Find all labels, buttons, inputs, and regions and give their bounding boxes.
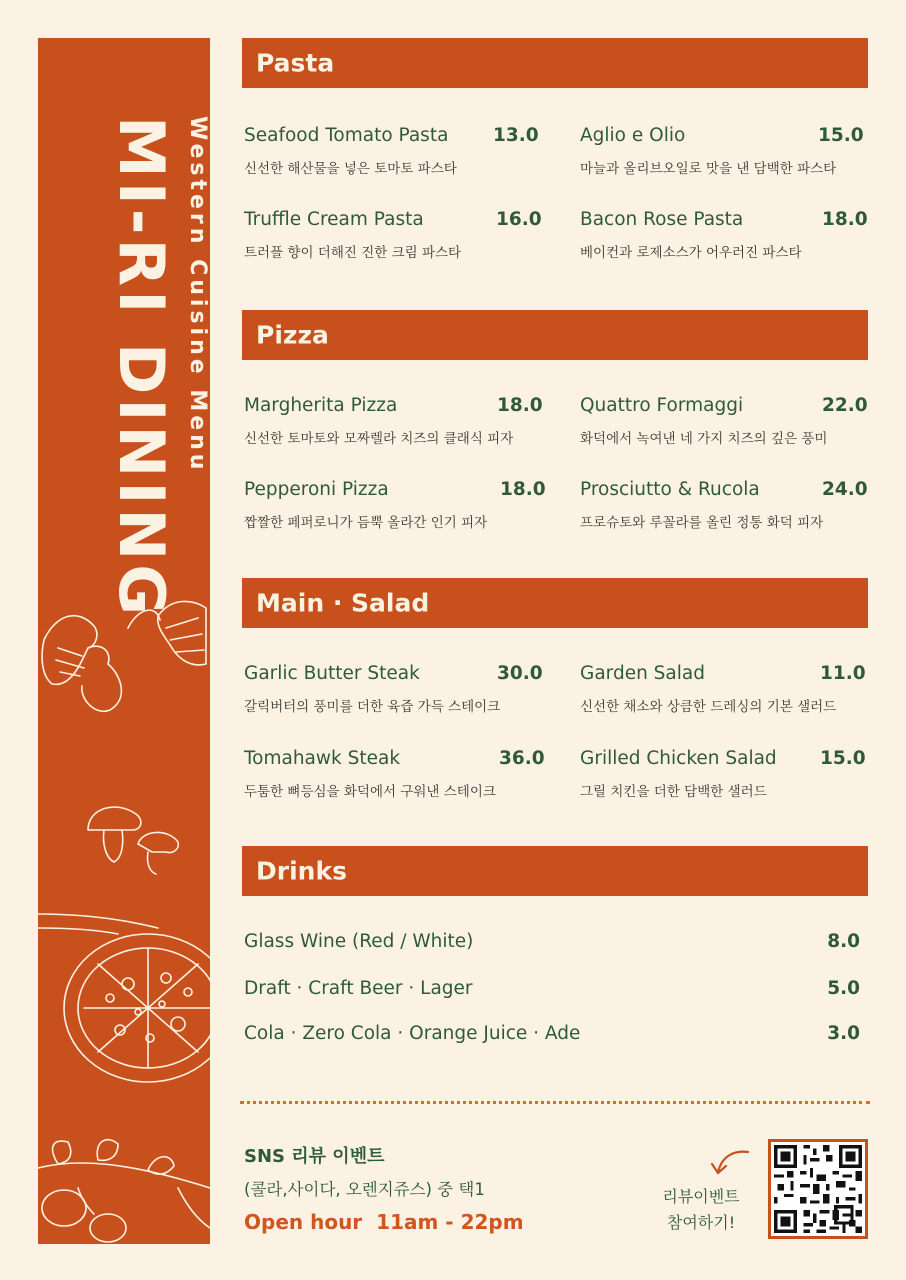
item-name: Pepperoni Pizza <box>244 479 389 500</box>
event-description: (콜라,사이다, 오렌지쥬스) 중 택1 <box>244 1180 485 1199</box>
dotted-divider <box>240 1101 870 1104</box>
brand-sidebar <box>38 38 210 1244</box>
event-title: SNS 리뷰 이벤트 <box>244 1146 385 1167</box>
review-cta-line2: 참여하기! <box>666 1213 736 1232</box>
drink-name: Glass Wine (Red / White) <box>244 931 474 952</box>
item-description: 짭짤한 페퍼로니가 듬뿍 올라간 인기 피자 <box>244 515 488 531</box>
item-price: 15.0 <box>818 125 864 146</box>
item-description: 프로슈토와 루꼴라를 올린 정통 화덕 피자 <box>580 515 824 531</box>
mushroom-illustration-icon <box>88 807 178 874</box>
item-description: 두툼한 뼈등심을 화덕에서 구워낸 스테이크 <box>244 784 496 800</box>
item-price: 13.0 <box>493 125 539 146</box>
section-title: Pasta <box>256 48 335 78</box>
item-name: Seafood Tomato Pasta <box>244 125 449 146</box>
section-header-pizza <box>242 310 868 360</box>
restaurant-name: MI-RI DINING <box>105 116 178 620</box>
item-description: 베이컨과 로제소스가 어우러진 파스타 <box>580 245 802 261</box>
food-illustrations <box>38 568 210 1244</box>
item-description: 신선한 해산물을 넣은 토마토 파스타 <box>244 161 457 177</box>
item-price: 11.0 <box>820 663 866 684</box>
qr-pattern <box>771 1142 865 1236</box>
drink-item <box>244 931 864 957</box>
item-price: 24.0 <box>822 479 868 500</box>
review-cta-line1: 리뷰이벤트 <box>662 1187 740 1206</box>
section-header-drinks <box>242 846 868 896</box>
item-price: 18.0 <box>500 479 546 500</box>
item-description: 트러플 향이 더해진 진한 크림 파스타 <box>244 245 462 261</box>
item-description: 신선한 토마토와 모짜렐라 치즈의 클래식 피자 <box>244 431 514 447</box>
hours-label: Open hour <box>244 1210 363 1234</box>
item-price: 22.0 <box>822 395 868 416</box>
brand-block <box>80 116 210 620</box>
pasta-illustration-icon <box>42 601 206 711</box>
item-name: Margherita Pizza <box>244 395 398 416</box>
olive-branch-icon <box>38 1140 210 1242</box>
item-name: Garden Salad <box>580 663 705 684</box>
item-price: 16.0 <box>496 209 542 230</box>
menu-subtitle: Western Cuisine Menu <box>185 116 210 474</box>
drink-price: 5.0 <box>827 978 860 999</box>
section-title: Drinks <box>256 856 347 886</box>
review-event-cta[interactable] <box>648 1184 754 1236</box>
item-description: 갈릭버터의 풍미를 더한 육즙 가득 스테이크 <box>244 699 501 715</box>
drink-name: Draft · Craft Beer · Lager <box>244 978 473 999</box>
pizza-illustration-icon <box>38 914 210 1082</box>
section-header-main-salad <box>242 578 868 628</box>
section-title: Main · Salad <box>256 588 430 618</box>
opening-hours <box>244 1210 524 1234</box>
drink-item <box>244 1023 864 1049</box>
item-price: 18.0 <box>822 209 868 230</box>
item-description: 마늘과 올리브오일로 맛을 낸 담백한 파스타 <box>580 161 837 177</box>
item-name: Bacon Rose Pasta <box>580 209 744 230</box>
drink-price: 8.0 <box>827 931 860 952</box>
qr-code-icon[interactable] <box>768 1139 868 1239</box>
item-description: 그릴 치킨을 더한 담백한 샐러드 <box>580 784 767 800</box>
item-name: Grilled Chicken Salad <box>580 748 777 769</box>
drink-price: 3.0 <box>827 1023 860 1044</box>
drink-name: Cola · Zero Cola · Orange Juice · Ade <box>244 1023 581 1044</box>
item-name: Tomahawk Steak <box>244 748 401 769</box>
section-title: Pizza <box>256 320 329 350</box>
item-name: Prosciutto & Rucola <box>580 479 760 500</box>
item-description: 신선한 채소와 상큼한 드레싱의 기본 샐러드 <box>580 699 837 715</box>
item-price: 18.0 <box>497 395 543 416</box>
section-header-pasta <box>242 38 868 88</box>
item-name: Quattro Formaggi <box>580 395 744 416</box>
drink-item <box>244 978 864 1004</box>
item-name: Aglio e Olio <box>580 125 686 146</box>
item-price: 30.0 <box>497 663 543 684</box>
curved-arrow-icon <box>708 1146 752 1182</box>
item-name: Garlic Butter Steak <box>244 663 420 684</box>
item-price: 15.0 <box>820 748 866 769</box>
item-name: Truffle Cream Pasta <box>244 209 424 230</box>
hours-time: 11am - 22pm <box>376 1210 524 1234</box>
item-price: 36.0 <box>499 748 545 769</box>
item-description: 화덕에서 녹여낸 네 가지 치즈의 깊은 풍미 <box>580 431 828 447</box>
